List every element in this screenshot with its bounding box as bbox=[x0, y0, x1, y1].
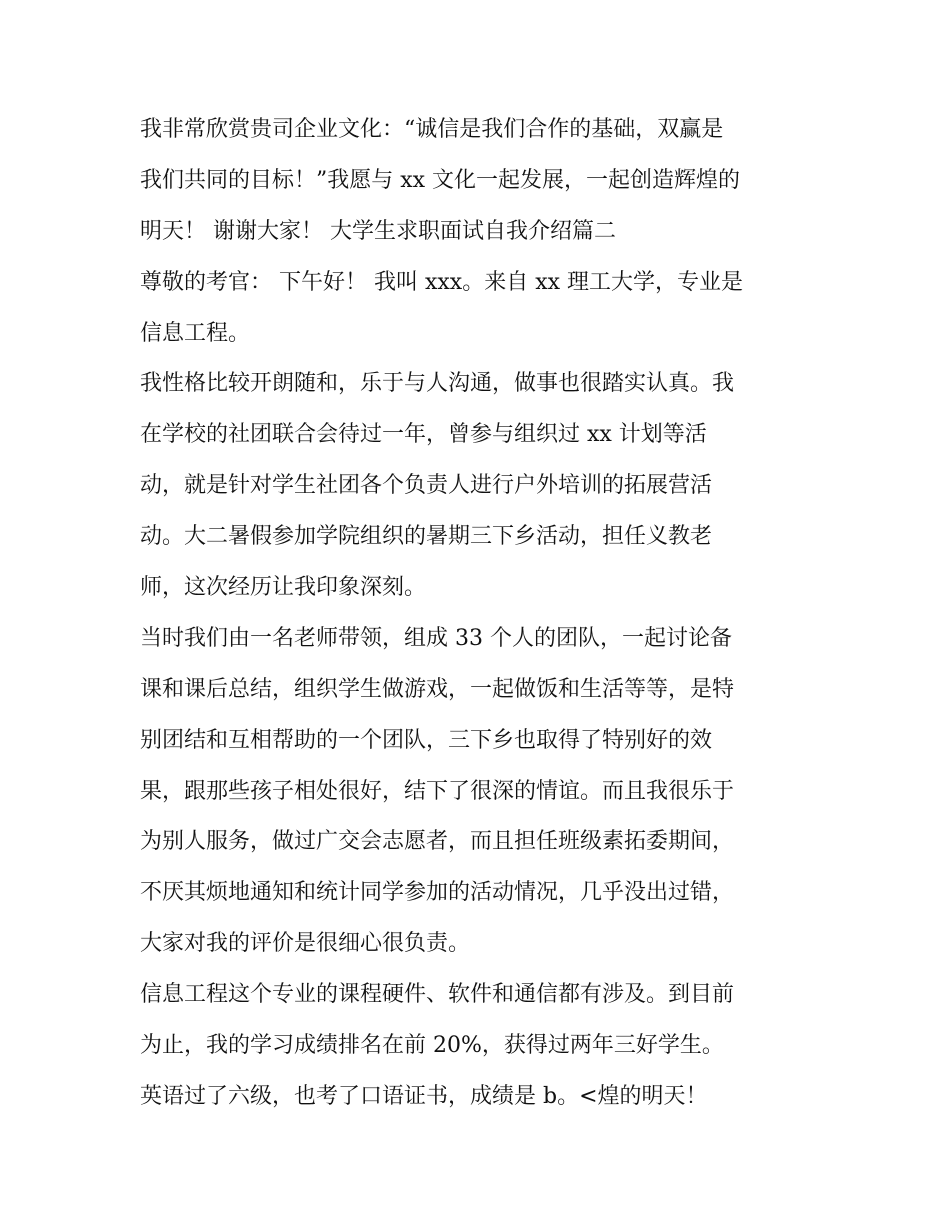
text-line: 果，跟那些孩子相处很好，结下了很深的情谊。而且我很乐于 bbox=[140, 778, 735, 804]
document-body bbox=[140, 105, 820, 1123]
text-line: 我性格比较开朗随和，乐于与人沟通，做事也很踏实认真。我 bbox=[140, 371, 735, 397]
text-line: 为别人服务，做过广交会志愿者，而且担任班级素拓委期间， bbox=[140, 829, 735, 855]
text-line: 动。大二暑假参加学院组织的暑期三下乡活动，担任义教老 bbox=[140, 524, 713, 550]
text-line: 信息工程这个专业的课程硬件、软件和通信都有涉及。到目前 bbox=[140, 982, 735, 1008]
text-line: 别团结和互相帮助的一个团队，三下乡也取得了特别好的效 bbox=[140, 727, 713, 753]
text-line: 为止，我的学习成绩排名在前 20%，获得过两年三好学生。 bbox=[140, 1033, 724, 1059]
text-line: 尊敬的考官： 下午好！ 我叫 xxx。来自 xx 理工大学，专业是 bbox=[140, 269, 744, 295]
text-line: 师，这次经历让我印象深刻。 bbox=[140, 575, 427, 601]
text-line: 信息工程。 bbox=[140, 320, 251, 346]
text-line: 课和课后总结，组织学生做游戏，一起做饭和生活等等，是特 bbox=[140, 676, 735, 702]
text-line: 不厌其烦地通知和统计同学参加的活动情况，几乎没出过错， bbox=[140, 880, 735, 906]
text-line: 当时我们由一名老师带领，组成 33 个人的团队，一起讨论备 bbox=[140, 625, 732, 651]
text-line: 动，就是针对学生社团各个负责人进行户外培训的拓展营活 bbox=[140, 473, 713, 499]
text-line: 明天！ 谢谢大家！ 大学生求职面试自我介绍篇二 bbox=[140, 218, 616, 244]
text-line: 在学校的社团联合会待过一年，曾参与组织过 xx 计划等活 bbox=[140, 422, 707, 448]
text-line: 我非常欣赏贵司企业文化：“诚信是我们合作的基础，双赢是 bbox=[140, 117, 724, 142]
text-line: 英语过了六级，也考了口语证书，成绩是 b。<煌的明天！ bbox=[140, 1083, 708, 1109]
text-line: 大家对我的评价是很细心很负责。 bbox=[140, 931, 471, 957]
text-line: 我们共同的目标！”我愿与 xx 文化一起发展，一起创造辉煌的 bbox=[140, 167, 741, 193]
